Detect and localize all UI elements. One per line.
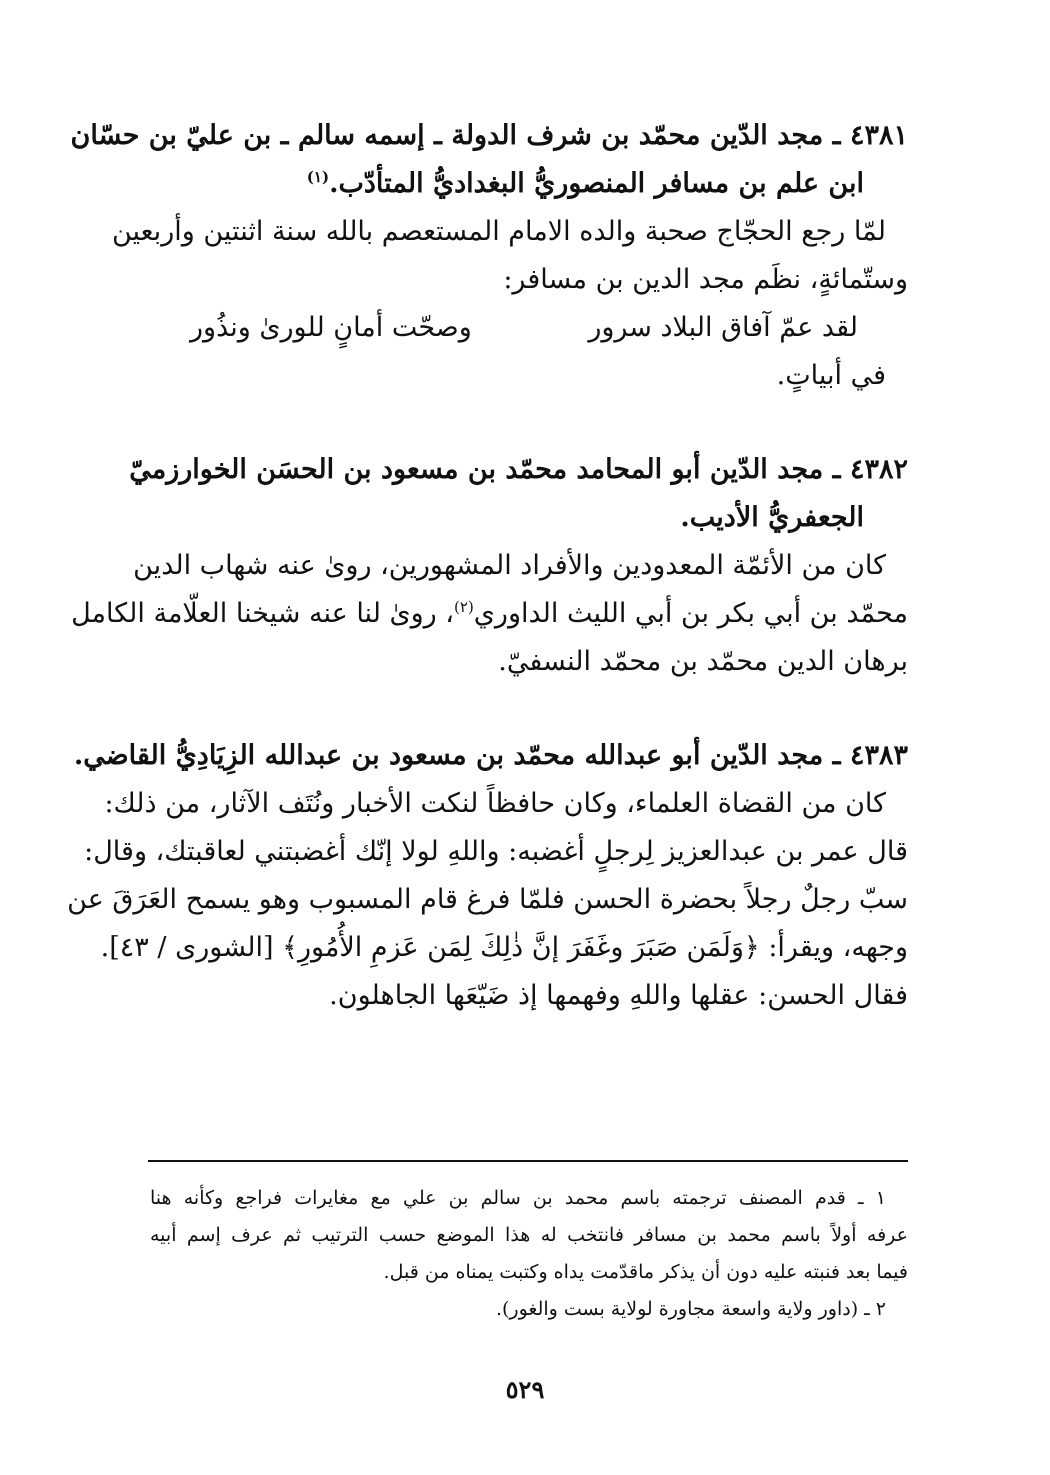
body-line: كان من القضاة العلماء، وكان حافظاً لنكت الأخبار ونُتَف الآثار، من ذلك:: [104, 788, 886, 819]
body-text: محمّد بن أبي بكر بن أبي الليث الداوري: [473, 598, 908, 629]
footnote-line: فيما بعد فنبته عليه دون أن يذكر ماقدّمت يداه وكتبت يمناه من قبل.: [383, 1261, 908, 1283]
footnotes: [150, 1180, 908, 1328]
entry-4383: [67, 732, 908, 1020]
entry-heading: ٤٣٨٢ ـ مجد الدّين أبو المحامد محمّد بن مسعود بن الحسَن الخوارزميّ: [129, 454, 908, 485]
poem-verse: [150, 304, 908, 352]
page-number: ٥٢٩: [505, 1375, 545, 1404]
body-line: كان من الأئمّة المعدودين والأفراد المشهورين، روىٰ عنه شهاب الدين: [133, 550, 886, 581]
entry-heading: [150, 160, 908, 208]
body-line: قال عمر بن عبدالعزيز لِرجلٍ أغضبه: واللهِ لولا إنّك أغضبتني لعاقبتك، وقال:: [84, 836, 908, 867]
footnote-2: [150, 1291, 908, 1328]
poem-hemistich-1: لقد عمّ آفاق البلاد سرور: [588, 312, 858, 343]
body-line: [71, 590, 908, 638]
body-line: برهان الدين محمّد بن محمّد النسفيّ.: [498, 646, 908, 677]
poem-hemistich-2: وصحّت أمانٍ للورىٰ ونذُور: [190, 312, 472, 343]
footnote-divider: [148, 1160, 908, 1162]
body-line: سبّ رجلٌ رجلاً بحضرة الحسن فلمّا فرغ قام المسبوب وهو يسمح العَرَقَ عن: [67, 884, 908, 915]
main-text: [67, 112, 908, 1020]
body-line: لمّا رجع الحجّاج صحبة والده الامام المستعصم بالله سنة اثنتين وأربعين: [111, 216, 886, 247]
entry-heading-text: ابن علم بن مسافر المنصوريُّ البغداديُّ المتأدّب.: [329, 168, 864, 199]
entry-heading: ٤٣٨٣ ـ مجد الدّين أبو عبدالله محمّد بن مسعود بن عبدالله الزِيَادِيُّ القاضي.: [73, 740, 908, 771]
entry-heading: ٤٣٨١ ـ مجد الدّين محمّد بن شرف الدولة ـ إسمه سالم ـ بن عليّ بن حسّان: [70, 120, 908, 151]
footnote-line: ١ ـ قدم المصنف ترجمته باسم محمد بن سالم بن علي مع مغايرات فراجع وكأنه هنا: [150, 1187, 886, 1209]
footnote-line: عرفه أولاً باسم محمد بن مسافر فانتخب له هذا الموضع حسب الترتيب ثم عرف إسم أبيه: [150, 1224, 908, 1246]
body-line: وجهه، ويقرأ: ﴿وَلَمَن صَبَرَ وغَفَرَ إنَّ ذٰلِكَ لِمَن عَزمِ الأُمُورِ﴾ [الشورى / ٤٣].: [100, 932, 908, 963]
entry-4382: [71, 446, 908, 686]
footnote-line: ٢ ـ (داور ولاية واسعة مجاورة لولاية بست والغور).: [495, 1298, 886, 1320]
body-line: في أبياتٍ.: [776, 360, 886, 391]
entry-4381: [70, 112, 908, 400]
footnote-ref[interactable]: (١): [306, 168, 330, 186]
footnote-ref[interactable]: (٢): [454, 598, 474, 616]
footnote-1: [150, 1180, 908, 1291]
body-text: ، روىٰ لنا عنه شيخنا العلّامة الكامل: [71, 598, 455, 629]
body-line: وستّمائةٍ، نظَم مجد الدين بن مسافر:: [503, 264, 908, 295]
body-line: فقال الحسن: عقلها واللهِ وفهمها إذ ضَيّعَها الجاهلون.: [329, 980, 908, 1011]
entry-heading: الجعفريُّ الأديب.: [680, 502, 864, 533]
